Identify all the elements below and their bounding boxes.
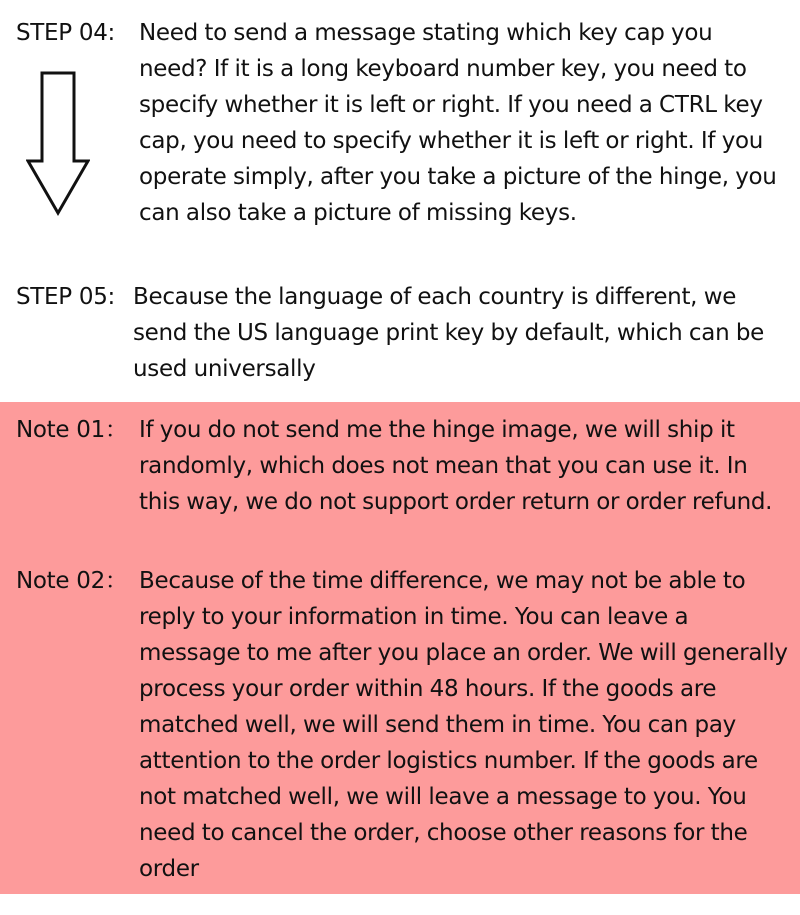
note-02: [0, 563, 800, 893]
note-01-label: Note 01：: [16, 417, 128, 443]
down-arrow-icon: [26, 71, 90, 231]
note-01-text: If you do not send me the hinge image, we will ship it randomly, which does not mean that you can use it. In this way, we do not support order return or order refund.: [139, 417, 773, 515]
step-05-label: STEP 05:: [16, 284, 115, 310]
step-05-text: Because the language of each country is different, we send the US language print key by default, which can be used universally: [133, 284, 765, 382]
notes-panel: [0, 402, 800, 894]
step-05: [0, 279, 800, 389]
step-04: [0, 15, 800, 270]
step-04-text: Need to send a message stating which key cap you need? If it is a long keyboard number key, you need to specify whether it is left or right. If you need a CTRL key cap, you need to specify whether it is left or right. If you operate simply, after you take a picture of the hinge, you can also take a picture of missing keys.: [139, 20, 777, 226]
note-01: [0, 412, 800, 562]
step-04-label: STEP 04:: [16, 20, 115, 46]
note-02-text: Because of the time difference, we may not be able to reply to your information in time. You can leave a message to me after you place an order. We will generally process your order within 48 hours. If the goods are matched well, we will send them in time. You can pay attention to the order logistics number. If the goods are not matched well, we will leave a message to you. You need to cancel the order, choose other reasons for the order: [139, 568, 788, 882]
note-02-label: Note 02：: [16, 568, 128, 594]
